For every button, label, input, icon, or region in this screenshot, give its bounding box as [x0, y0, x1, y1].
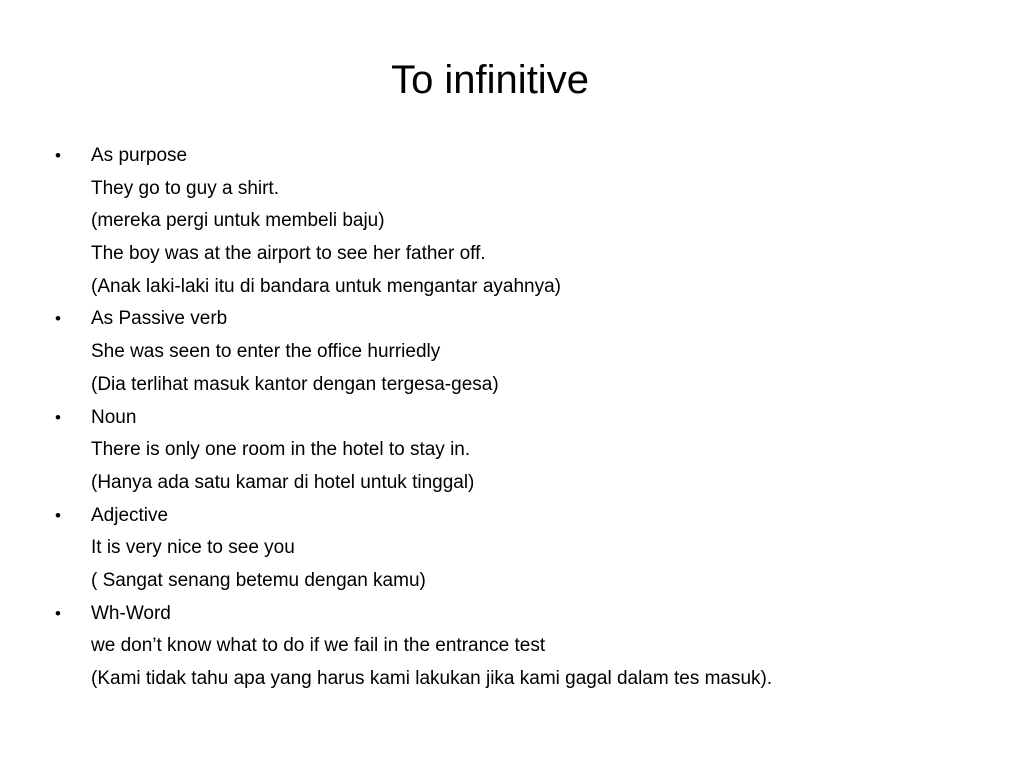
- example-line: It is very nice to see you: [91, 537, 295, 559]
- section-heading: As purpose: [91, 145, 188, 166]
- translation-line: (Hanya ada satu kamar di hotel untuk tinggal): [91, 471, 475, 493]
- example-line: They go to guy a shirt.: [91, 177, 279, 199]
- translation-line: ( Sangat senang betemu dengan kamu): [91, 569, 426, 591]
- translation-line: (mereka pergi untuk membeli baju): [91, 210, 385, 232]
- section-heading: As Passive verb: [91, 308, 228, 330]
- example-line: The boy was at the airport to see her father off.: [91, 243, 486, 265]
- translation-line: (Kami tidak tahu apa yang harus kami lakukan jika kami gagal dalam tes masuk).: [91, 668, 773, 689]
- slide-title: To infinitive: [391, 58, 589, 102]
- bullet-icon: •: [55, 309, 61, 329]
- translation-line: (Anak laki-laki itu di bandara untuk mengantar ayahnya): [91, 275, 561, 297]
- example-line: There is only one room in the hotel to stay in.: [91, 439, 471, 461]
- section-heading: Wh-Word: [91, 602, 171, 624]
- section-heading: Noun: [91, 406, 137, 428]
- bullet-heading: [52, 402, 992, 435]
- example-line: we don’t know what to do if we fail in the entrance test: [91, 635, 546, 657]
- bullet-heading: [52, 140, 992, 173]
- bullet-heading: [52, 303, 992, 336]
- bullet-icon: •: [55, 146, 61, 165]
- bullet-heading: [52, 500, 992, 533]
- example-line: She was seen to enter the office hurriedly: [91, 341, 441, 363]
- bullet-icon: •: [55, 505, 61, 525]
- bullet-list: [52, 140, 992, 696]
- translation-line: (Dia terlihat masuk kantor dengan tergesa-gesa): [91, 373, 499, 395]
- bullet-heading: [52, 598, 992, 631]
- bullet-icon: •: [55, 407, 61, 427]
- bullet-icon: •: [55, 603, 61, 623]
- section-heading: Adjective: [91, 504, 169, 526]
